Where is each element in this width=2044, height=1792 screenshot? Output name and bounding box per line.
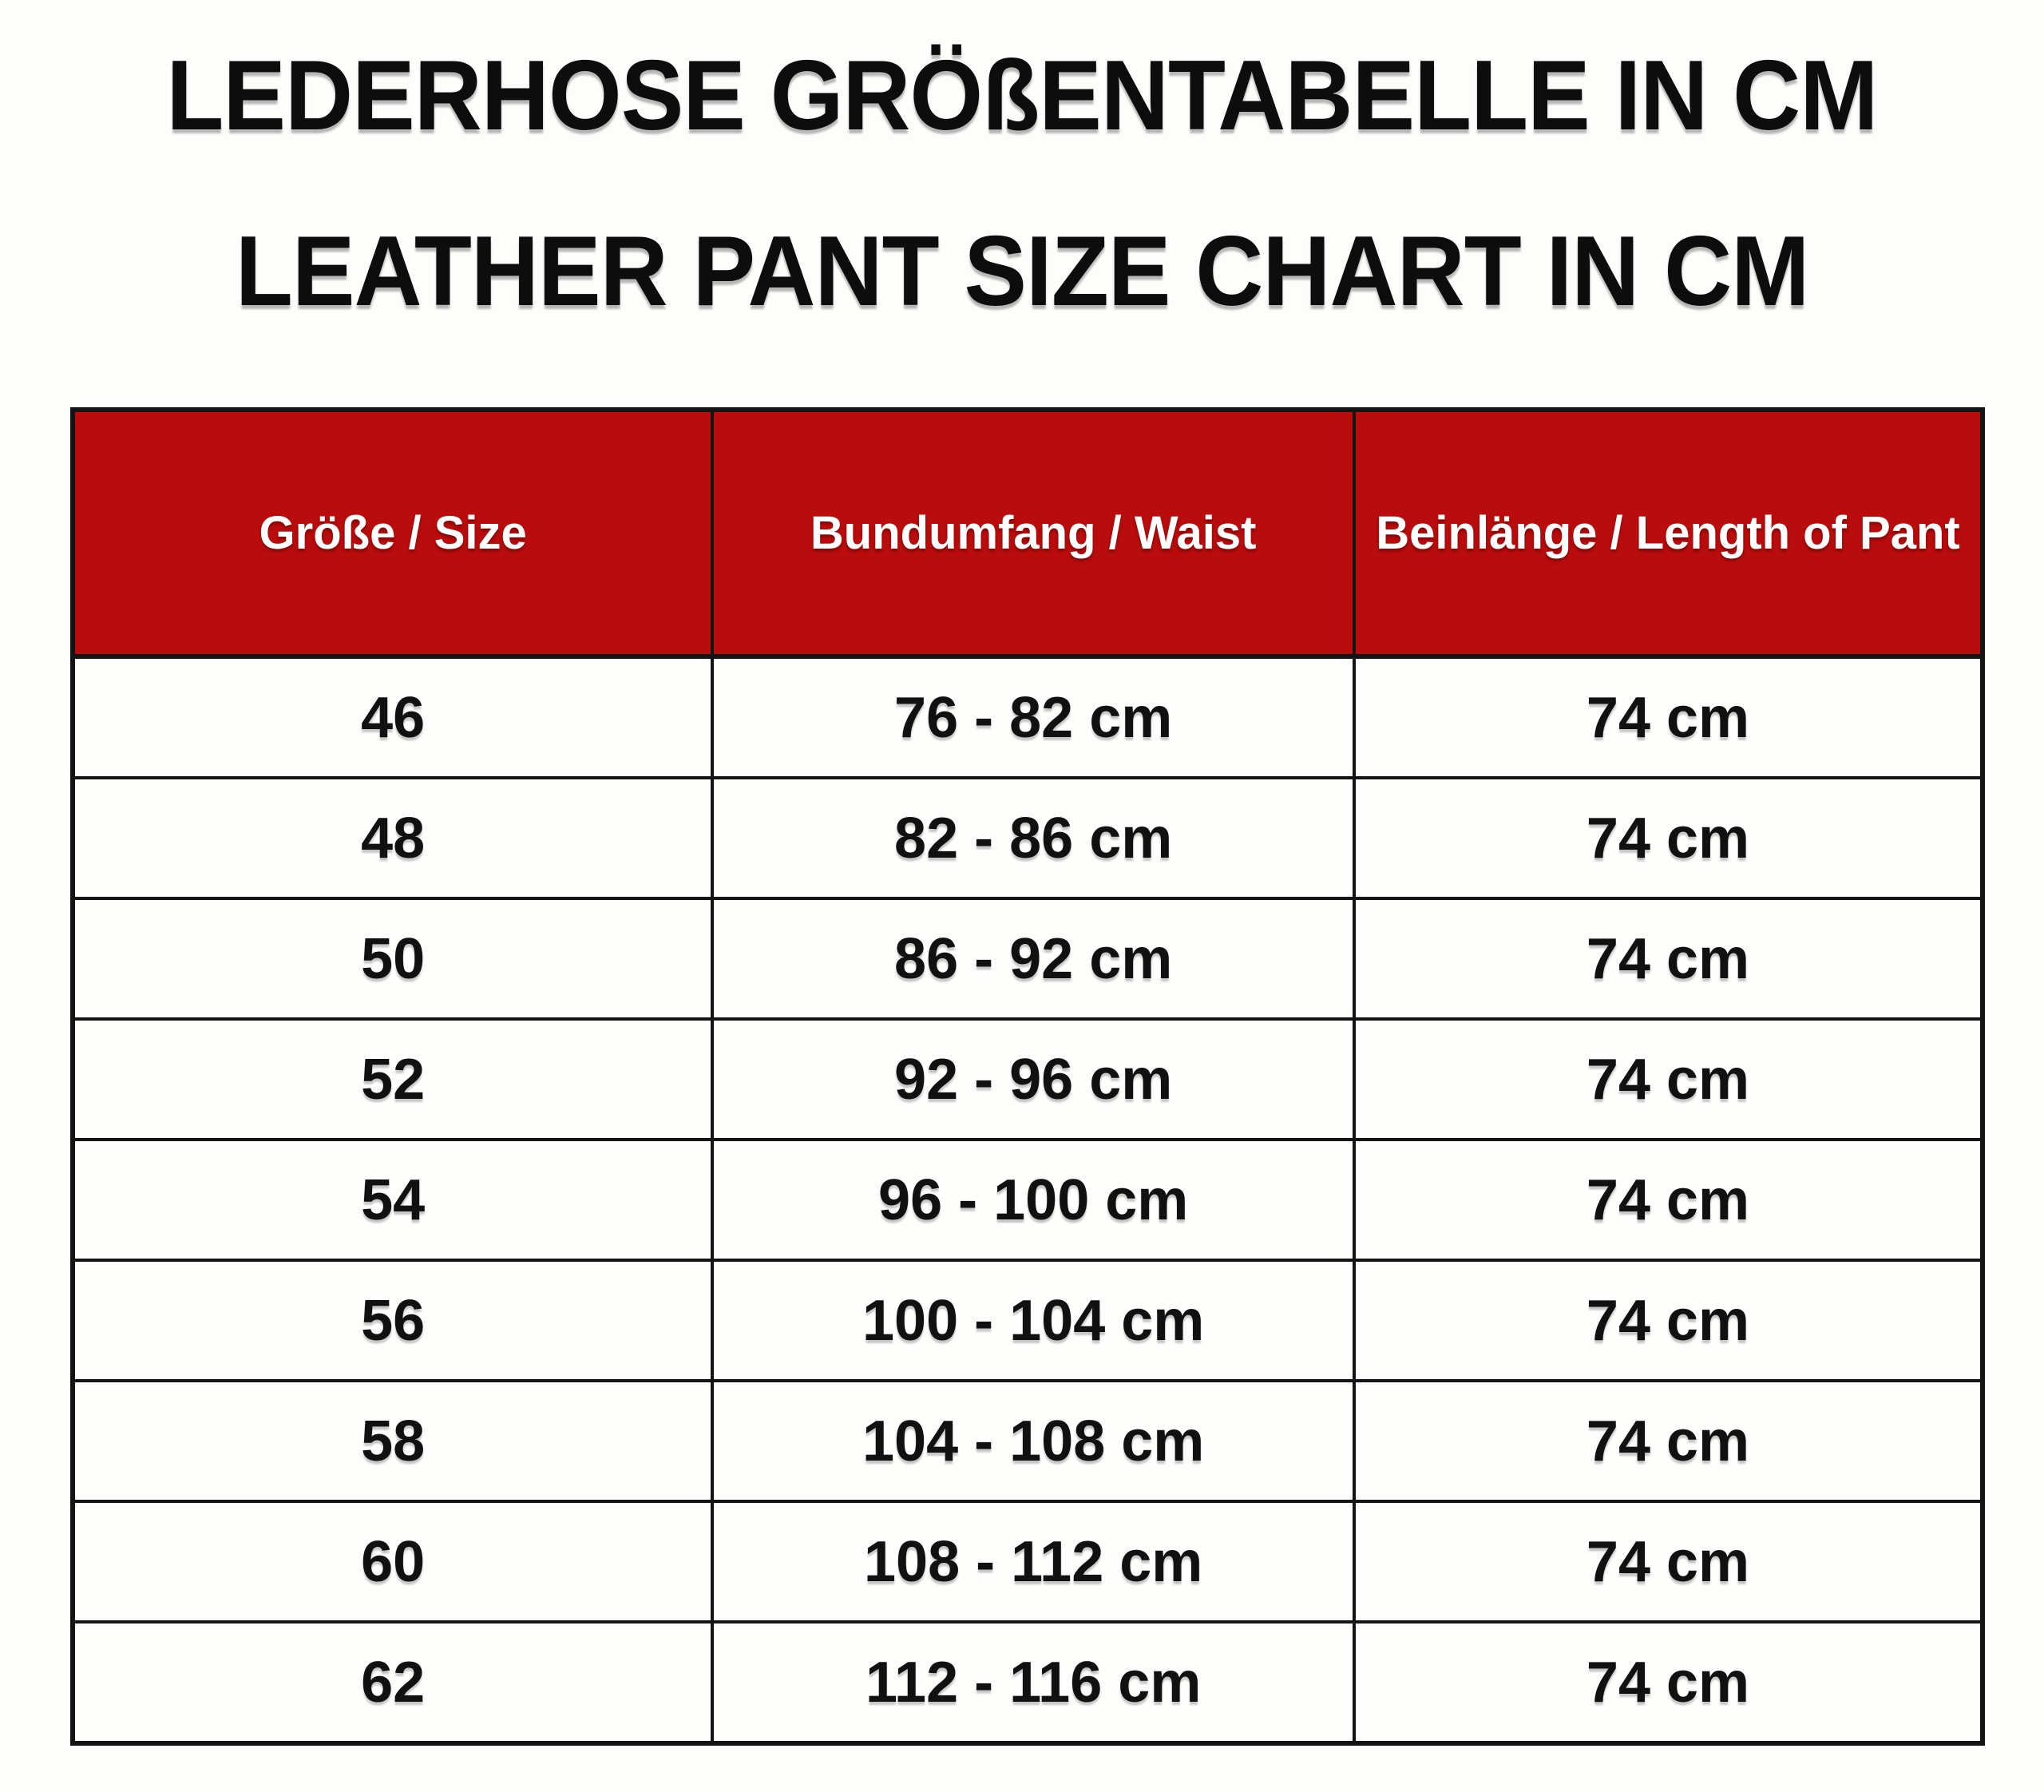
length-cell: 74 cm (1354, 1140, 1983, 1260)
size-cell: 48 (73, 778, 712, 898)
length-cell: 74 cm (1354, 778, 1983, 898)
waist-cell: 96 - 100 cm (712, 1140, 1354, 1260)
waist-cell: 82 - 86 cm (712, 778, 1354, 898)
waist-cell: 100 - 104 cm (712, 1260, 1354, 1381)
length-cell: 74 cm (1354, 1622, 1983, 1743)
size-cell: 56 (73, 1260, 712, 1381)
waist-cell: 76 - 82 cm (712, 656, 1354, 778)
length-cell: 74 cm (1354, 656, 1983, 778)
length-cell: 74 cm (1354, 1260, 1983, 1381)
table-row (73, 1019, 1983, 1140)
table-header (73, 410, 1983, 656)
table-row (73, 778, 1983, 898)
length-cell: 74 cm (1354, 1381, 1983, 1501)
size-cell: 52 (73, 1019, 712, 1140)
title-german (0, 0, 2044, 151)
waist-cell: 92 - 96 cm (712, 1019, 1354, 1140)
header-waist: Bundumfang / Waist (712, 410, 1354, 656)
size-cell: 60 (73, 1501, 712, 1622)
header-row (73, 410, 1983, 656)
waist-cell: 104 - 108 cm (712, 1381, 1354, 1501)
length-cell: 74 cm (1354, 1501, 1983, 1622)
length-cell: 74 cm (1354, 898, 1983, 1019)
size-cell: 46 (73, 656, 712, 778)
table-row (73, 1381, 1983, 1501)
size-cell: 54 (73, 1140, 712, 1260)
title-english-text: LEATHER PANT SIZE CHART IN CM (235, 216, 1809, 327)
waist-cell: 108 - 112 cm (712, 1501, 1354, 1622)
length-cell: 74 cm (1354, 1019, 1983, 1140)
title-german-text: LEDERHOSE GRÖßENTABELLE IN CM (166, 41, 1878, 151)
table-row (73, 1501, 1983, 1622)
table-body (73, 656, 1983, 1743)
size-cell: 62 (73, 1622, 712, 1743)
size-chart-table (70, 407, 1985, 1746)
size-cell: 58 (73, 1381, 712, 1501)
size-cell: 50 (73, 898, 712, 1019)
title-english (0, 145, 2044, 327)
table-row (73, 1260, 1983, 1381)
table-row (73, 656, 1983, 778)
header-size: Größe / Size (73, 410, 712, 656)
waist-cell: 112 - 116 cm (712, 1622, 1354, 1743)
header-length: Beinlänge / Length of Pant (1354, 410, 1983, 656)
waist-cell: 86 - 92 cm (712, 898, 1354, 1019)
table-row (73, 1140, 1983, 1260)
table-row (73, 1622, 1983, 1743)
table-row (73, 898, 1983, 1019)
